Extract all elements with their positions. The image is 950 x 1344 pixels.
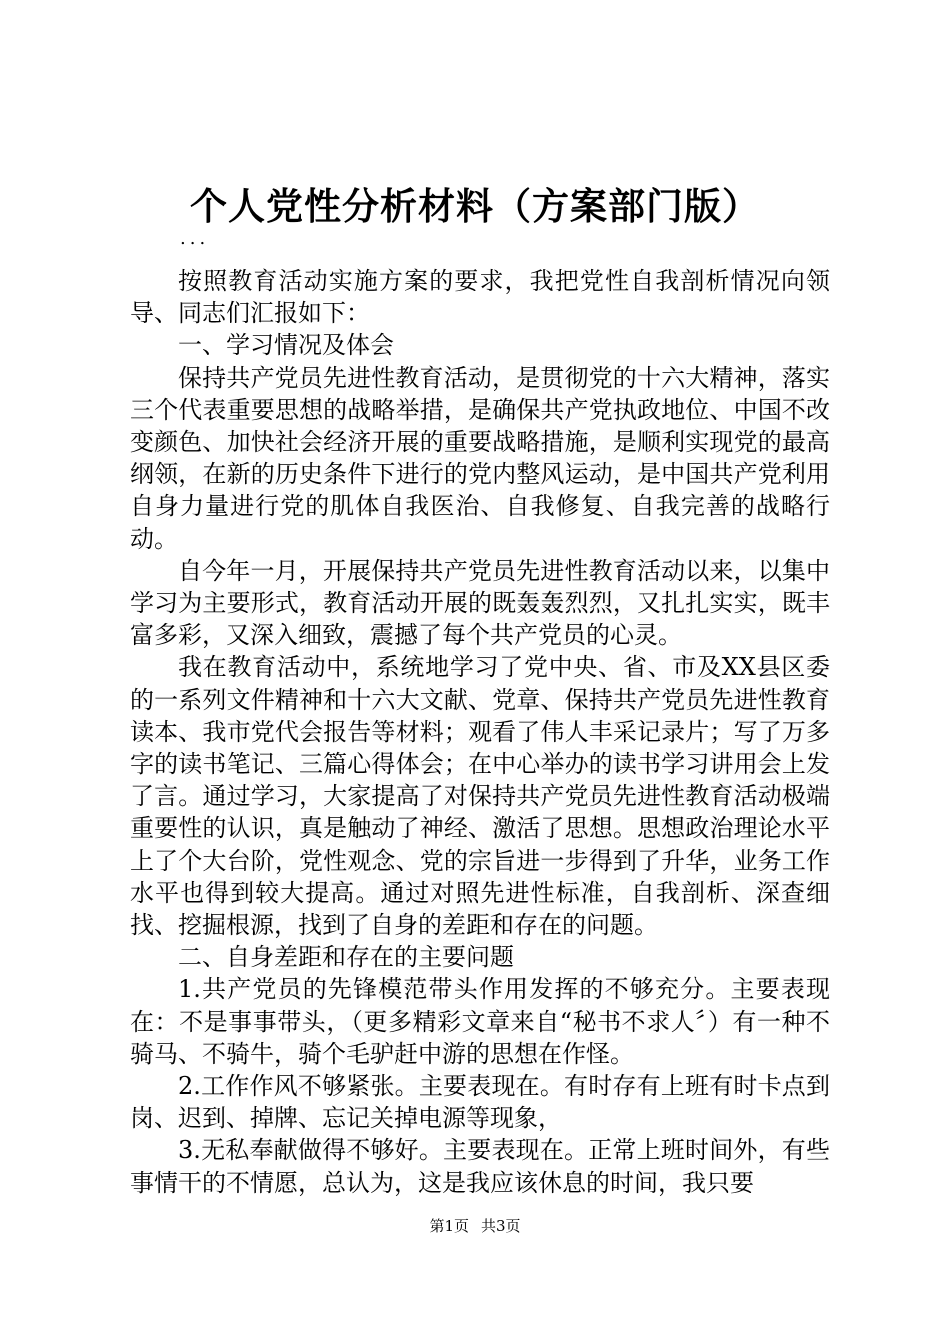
paragraph: 自今年一月，开展保持共产党员先进性教育活动以来，以集中学习为主要形式，教育活动开展的既轰轰烈烈，又扎扎实实，既丰富多彩，又深入细致，震撼了每个共产党员的心灵。 bbox=[130, 556, 830, 650]
section-heading-1: 一、学习情况及体会 bbox=[178, 331, 394, 360]
page-total: 共3页 bbox=[481, 1217, 521, 1235]
section-heading-2: 二、自身差距和存在的主要问题 bbox=[178, 943, 514, 972]
page-title: 个人党性分析材料（方案部门版） bbox=[190, 184, 760, 228]
list-item: 3.无私奉献做得不够好。主要表现在。正常上班时间外，有些事情干的不情愿，总认为，这是我应该休息的时间，我只要 bbox=[130, 1136, 830, 1197]
page-footer bbox=[0, 1216, 950, 1236]
list-item: 2.工作作风不够紧张。主要表现在。有时存有上班有时卡点到岗、迟到、掉牌、忘记关掉电源等现象， bbox=[130, 1072, 830, 1133]
paragraph-intro: 按照教育活动实施方案的要求，我把党性自我剖析情况向领导、同志们汇报如下： bbox=[130, 267, 830, 328]
page-number: 第1页 bbox=[429, 1217, 469, 1235]
ellipsis-mark: ... bbox=[180, 228, 210, 249]
document-body bbox=[130, 265, 830, 1199]
paragraph: 我在教育活动中，系统地学习了党中央、省、市及XX县区委的一系列文件精神和十六大文献、党章、保持共产党员先进性教育读本、我市党代会报告等材料；观看了伟人丰采记录片；写了万多字的读书笔记、三篇心得体会；在中心举办的读书学习讲用会上发了言。通过学习，大家提高了对保持共产党员先进性教育活动极端重要性的认识，真是触动了神经、激活了思想。思想政治理论水平上了个大台阶，党性观念、党的宗旨进一步得到了升华，业务工作水平也得到较大提高。通过对照先进性标准，自我剖析、深查细找、挖掘根源，找到了自身的差距和存在的问题。 bbox=[130, 653, 830, 940]
list-item: 1.共产党员的先锋模范带头作用发挥的不够充分。主要表现在：不是事事带头，（更多精彩文章来自“秘书不求人〞）有一种不骑马、不骑牛，骑个毛驴赶中游的思想在作怪。 bbox=[130, 975, 830, 1068]
paragraph: 保持共产党员先进性教育活动，是贯彻党的十六大精神，落实三个代表重要思想的战略举措，是确保共产党执政地位、中国不改变颜色、加快社会经济开展的重要战略措施，是顺利实现党的最高纲领，在新的历史条件下进行的党内整风运动，是中国共产党利用自身力量进行党的肌体自我医治、自我修复、自我完善的战略行动。 bbox=[130, 363, 830, 553]
